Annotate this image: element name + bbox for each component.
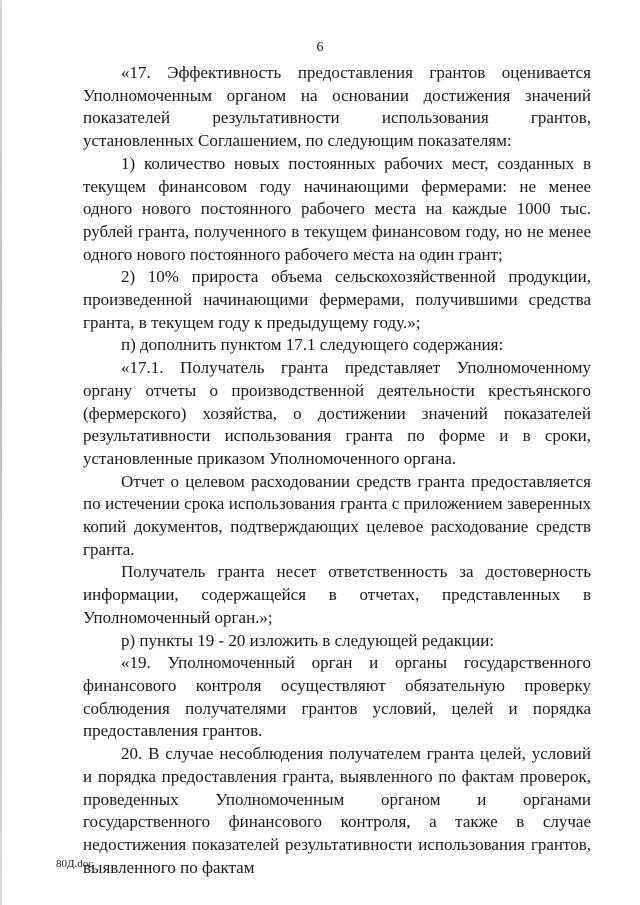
paragraph-17-item-1: 1) количество новых постоянных рабочих мест, созданных в текущем финансовом году начинающими фермерами: не менее одного нового постоянного рабочего места на каждые 1000 тыс. рублей гранта, полученного в текущем финансовом году, но не менее одного нового постоянного рабочего места на один грант; xyxy=(83,153,591,264)
footer-filename: 80Д.doc xyxy=(56,858,94,870)
paragraph-17-item-2: 2) 10% прироста объема сельскохозяйственной продукции, произведенной начинающими фермерами, получившими средства гранта, в текущем году к предыдущему году.»; xyxy=(83,267,591,332)
paragraph-20: 20. В случае несоблюдения получателем гранта целей, условий и порядка предоставления гранта, выявленного по фактам проверок, проведенных Уполномоченным органом и органами государственного финансового контроля, а также в случае недостижения показателей результативности использования грантов, выявленного по фактам xyxy=(83,744,591,877)
paragraph-amendment-r: р) пункты 19 - 20 изложить в следующей редакции: xyxy=(121,630,495,650)
paragraph-17: «17. Эффективность предоставления грантов оценивается Уполномоченным органом на основании достижения значений показателей результативности использования грантов, установленных Соглашением, по следующим показателям: xyxy=(83,63,591,151)
paragraph-report-spending: Отчет о целевом расходовании средств гранта предоставляется по истечении срока использования гранта с приложением заверенных копий документов, подтверждающих целевое расходование средств гранта. xyxy=(83,471,591,559)
paragraph-19: «19. Уполномоченный орган и органы государственного финансового контроля осуществляют обязательную проверку соблюдения получателями грантов условий, целей и порядка предоставления грантов. xyxy=(83,653,591,741)
scan-edge xyxy=(0,0,2,905)
paragraph-recipient-responsibility: Получатель гранта несет ответственность за достоверность информации, содержащейся в отчетах, представленных в Уполномоченный орган.»; xyxy=(83,562,591,627)
document-body xyxy=(83,62,591,879)
page-number: 6 xyxy=(316,40,324,55)
paragraph-amendment-p: п) дополнить пунктом 17.1 следующего содержания: xyxy=(121,335,504,355)
paragraph-17-1: «17.1. Получатель гранта представляет Уполномоченному органу отчеты о производственной деятельности крестьянского (фермерского) хозяйства, о достижении значений показателей результативности использования гранта по форме и в сроки, установленные приказом Уполномоченного органа. xyxy=(83,358,591,468)
